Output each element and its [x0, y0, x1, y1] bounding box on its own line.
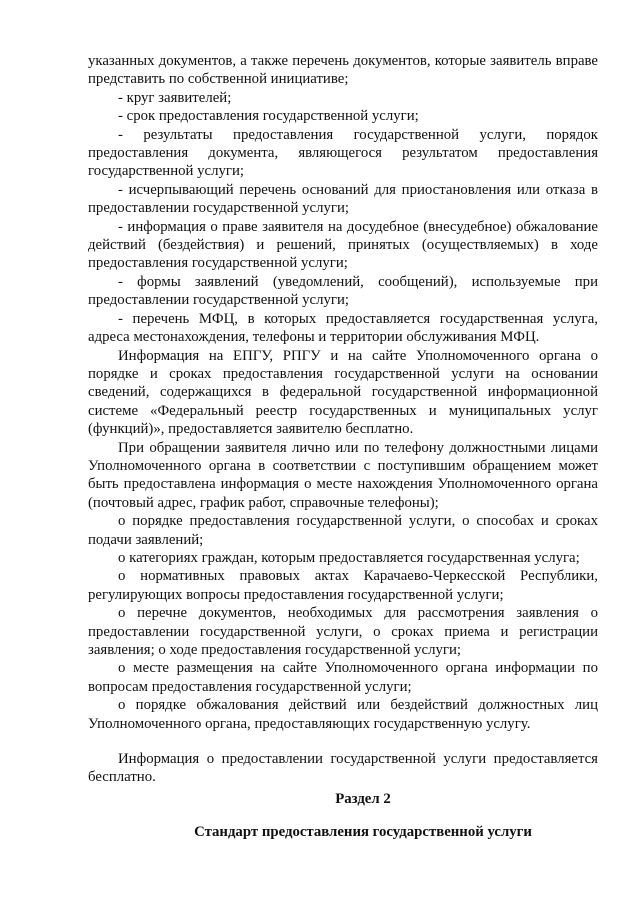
list-item-applicants: - круг заявителей;: [118, 89, 232, 106]
paragraph-personal-request: При обращении заявителя лично или по телефону должностными лицами Уполномоченного органа в соответствии с поступившим обращением может быть предоставлена информация о месте нахождения Уполномоченного органа (почтовый адрес, график работ, справочные телефоны);: [88, 439, 598, 511]
list-item-appeal: - информация о праве заявителя на досудебное (внесудебное) обжалование действий (бездействия) и решений, принятых (осуществляемых) в ходе предоставления государственной услуги;: [88, 218, 598, 272]
paragraph-free-info: Информация о предоставлении государственной услуги предоставляется бесплатно.: [88, 751, 598, 786]
paragraph-categories: о категориях граждан, которым предоставляется государственная услуга;: [118, 549, 580, 566]
paragraph-continuation: указанных документов, а также перечень документов, которые заявитель вправе представить по собственной инициативе;: [88, 53, 598, 88]
section-number: Раздел 2: [335, 791, 391, 807]
list-item-grounds: - исчерпывающий перечень оснований для приостановления или отказа в предоставлении государственной услуги;: [88, 181, 598, 217]
paragraph-appeal-procedure: о порядке обжалования действий или бездействий должностных лиц Уполномоченного органа, предоставляющих государственную услугу.: [88, 697, 598, 732]
list-item-forms: - формы заявлений (уведомлений, сообщений), используемые при предоставлении государственной услуги;: [88, 273, 598, 309]
paragraph-site-placement: о месте размещения на сайте Уполномоченного органа информации по вопросам предоставления государственной услуги;: [88, 660, 598, 695]
paragraph-documents-list: о перечне документов, необходимых для рассмотрения заявления о предоставлении государственной услуги, о сроках приема и регистрации заявления; о ходе предоставления государственной услуги;: [88, 605, 598, 658]
body-text: [88, 52, 598, 787]
section-title: Стандарт предоставления государственной услуги: [194, 824, 532, 840]
list-item-mfc: - перечень МФЦ, в которых предоставляется государственная услуга, адреса местонахождения, телефоны и территории обслуживания МФЦ.: [88, 310, 598, 346]
paragraph-portal-info: Информация на ЕПГУ, РПГУ и на сайте Уполномоченного органа о порядке и сроках предоставления государственной услуги на основании сведений, содержащихся в федеральной государственной информационной системе «Федеральный реестр государственных и муниципальных услуг (функций)», предоставляется заявителю бесплатно.: [88, 347, 598, 438]
paragraph-legal-acts: о нормативных правовых актах Карачаево-Черкесской Республики, регулирующих вопросы предоставления государственной услуги;: [88, 568, 598, 603]
list-item-term: - срок предоставления государственной услуги;: [118, 108, 419, 125]
list-item-results: - результаты предоставления государственной услуги, порядок предоставления документа, являющегося результатом предоставления государственной услуги;: [88, 126, 598, 180]
paragraph-procedure: о порядке предоставления государственной услуги, о способах и сроках подачи заявлений;: [88, 513, 598, 548]
